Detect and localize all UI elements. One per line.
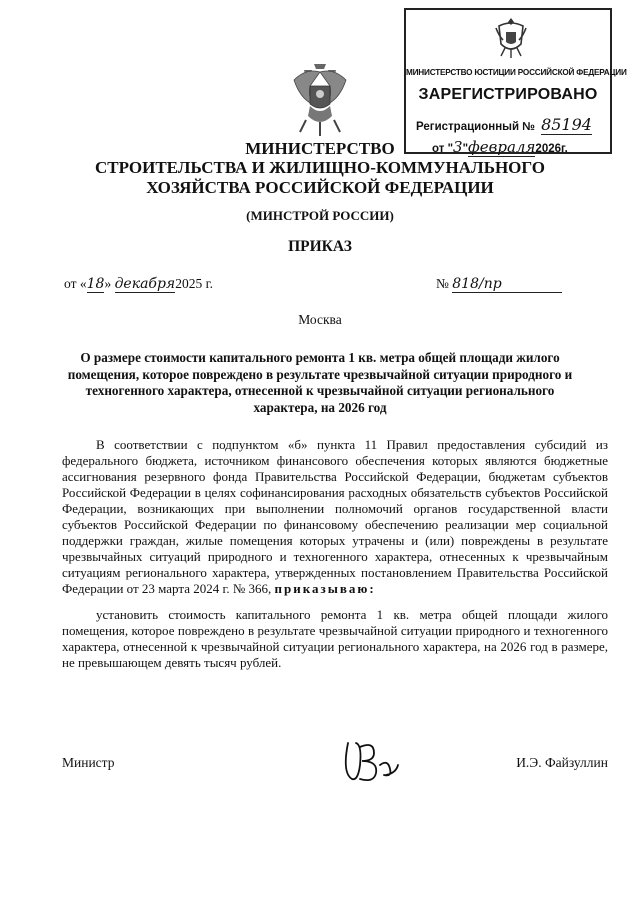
order-number-label: №	[436, 276, 449, 291]
signatory-name: И.Э. Файзуллин	[516, 755, 608, 770]
order-number-value: 818/пр	[452, 276, 562, 293]
coat-of-arms-icon	[493, 16, 529, 62]
handwritten-signature	[340, 735, 402, 785]
order-date-day: 18	[86, 276, 105, 292]
order-date	[64, 276, 213, 293]
ministry-title-line3: ХОЗЯЙСТВА РОССИЙСКОЙ ФЕДЕРАЦИИ	[146, 178, 494, 197]
order-date-prefix: от «	[64, 276, 87, 291]
stamp-date-prefix: от "	[432, 143, 454, 155]
stamp-date-month: февраля	[468, 138, 536, 156]
resolution-paragraph: установить стоимость капитального ремонта 1 кв. метра общей площади жилого помещения, которое повреждено в результате чрезвычайной ситуации природного и техногенного характера, отнесенной к чрезвычайной ситуации регионального характера, на 2026 год в размере, не превышающем девять тысяч рублей.	[62, 607, 608, 670]
city: Москва	[298, 312, 342, 327]
order-date-suffix: г.	[202, 276, 213, 291]
stamp-date-mid: "	[462, 143, 469, 155]
stamp-title: ЗАРЕГИСТРИРОВАНО	[418, 86, 598, 103]
preamble-text: В соответствии с подпунктом «б» пункта 11 Правил предоставления субсидий из федерального бюджета, источником финансового обеспечения которых являются бюджетные ассигнования резервного фонда Правительства Российской Федерации, бюджетам субъектов Российской Федерации в целях софинансирования расходных обязательств субъектов Российской Федерации, возникающих при выполнении полномочий органов государственной власти субъектов Российской Федерации по финансовому обеспечению реализации мер социальной поддержки граждан, жилые помещения которых утрачены и (или) повреждены в результате чрезвычайных ситуаций природного и техногенного характера, отнесенных к чрезвычайным ситуациям регионального характера, утвержденных постановлением Правительства Российской Федерации от 23 марта 2024 г. № 366,	[62, 437, 608, 596]
order-subject: О размере стоимости капитального ремонта 1 кв. метра общей площади жилого помещения, которое повреждено в результате чрезвычайной ситуации природного и техногенного характера, отнесенной к чрезвычайной ситуации регионального характера, на 2026 год	[67, 350, 573, 415]
preamble-paragraph	[62, 437, 608, 597]
stamp-date-year: 2026г.	[535, 143, 568, 155]
ministry-abbreviation: (МИНСТРОЙ РОССИИ)	[246, 208, 394, 223]
order-date-month: декабря	[114, 276, 176, 292]
stamp-reg-label: Регистрационный №	[416, 121, 536, 133]
stamp-date-day: 3	[453, 138, 463, 156]
stamp-ministry-name: МИНИСТЕРСТВО ЮСТИЦИИ РОССИЙСКОЙ ФЕДЕРАЦИИ	[406, 68, 627, 77]
state-emblem-icon	[288, 60, 352, 140]
ministry-title-line2: СТРОИТЕЛЬСТВА И ЖИЛИЩНО-КОММУНАЛЬНОГО	[94, 158, 546, 177]
ministry-title-line1: МИНИСТЕРСТВО	[245, 139, 395, 158]
stamp-registration-line	[416, 115, 592, 135]
order-body	[62, 437, 608, 671]
signatory-position: Министр	[62, 755, 115, 770]
registration-stamp	[404, 8, 627, 156]
order-word: приказываю:	[274, 581, 376, 596]
order-number	[436, 276, 562, 293]
order-date-mid: »	[104, 276, 115, 291]
stamp-reg-number: 85194	[541, 115, 592, 134]
order-date-year: 2025	[175, 276, 203, 291]
document-type-title: ПРИКАЗ	[288, 238, 352, 255]
